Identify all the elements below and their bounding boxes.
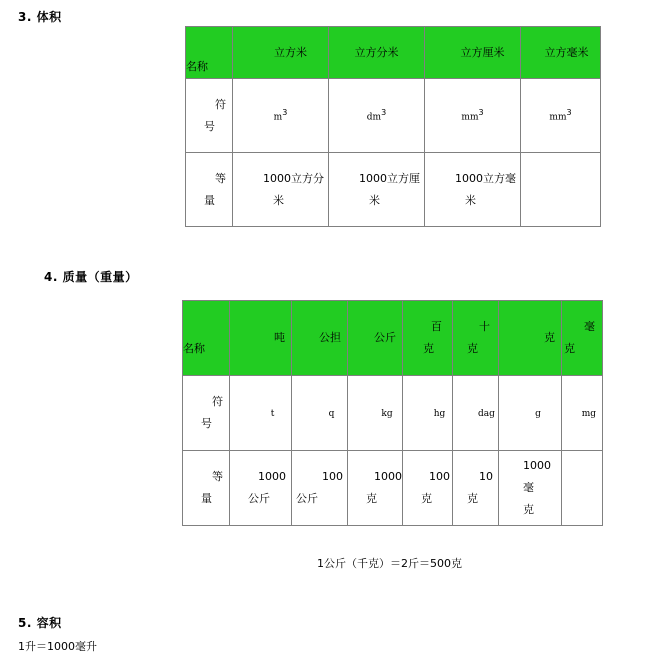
equiv-value: 1000立方分 bbox=[263, 171, 324, 185]
symbol-cell bbox=[348, 376, 403, 451]
unit-name-cell bbox=[292, 301, 348, 376]
mass-table bbox=[182, 300, 603, 526]
equiv-value: 公斤 bbox=[248, 492, 270, 505]
equiv-label-cell bbox=[186, 153, 233, 227]
unit-name-cell bbox=[425, 27, 521, 79]
unit-name-cell bbox=[329, 27, 425, 79]
equiv-cell bbox=[425, 153, 521, 227]
equiv-cell bbox=[403, 451, 453, 526]
unit-symbol: mm bbox=[549, 112, 567, 123]
unit-name: 公斤 bbox=[374, 331, 396, 344]
equiv-cell bbox=[562, 451, 603, 526]
equiv-cell bbox=[521, 153, 601, 227]
unit-name: 立方厘米 bbox=[460, 45, 505, 59]
equiv-value: 克 bbox=[467, 492, 478, 505]
symbol-cell bbox=[292, 376, 348, 451]
equiv-value: 克 bbox=[421, 492, 432, 505]
symbol-label-cell bbox=[186, 79, 233, 153]
symbol-cell bbox=[499, 376, 562, 451]
unit-symbol: q bbox=[328, 408, 335, 419]
volume-table bbox=[185, 26, 601, 227]
unit-name: 克 bbox=[544, 331, 555, 344]
unit-name-cell bbox=[562, 301, 603, 376]
equiv-label: 量 bbox=[204, 193, 215, 207]
symbol-cell bbox=[230, 376, 292, 451]
equiv-value: 1000 bbox=[258, 470, 286, 483]
unit-symbol: dm bbox=[366, 112, 382, 123]
unit-symbol: mg bbox=[581, 408, 596, 419]
unit-name-cell bbox=[499, 301, 562, 376]
symbol-label: 号 bbox=[201, 417, 212, 430]
unit-name: 立方分米 bbox=[354, 45, 399, 59]
unit-name: 毫 bbox=[584, 320, 595, 333]
unit-symbol: mm bbox=[461, 112, 479, 123]
equiv-value: 1000立方毫 bbox=[455, 171, 516, 185]
unit-name-cell bbox=[521, 27, 601, 79]
symbol-cell bbox=[453, 376, 499, 451]
unit-symbol: g bbox=[535, 408, 541, 419]
corner-label: 名称 bbox=[186, 60, 208, 73]
symbol-cell bbox=[425, 79, 521, 153]
unit-name: 百 bbox=[431, 320, 442, 333]
symbol-label: 号 bbox=[204, 119, 215, 133]
unit-name: 克 bbox=[564, 342, 575, 355]
unit-name-cell bbox=[233, 27, 329, 79]
symbol-cell bbox=[403, 376, 453, 451]
capacity-line: 1升＝1000毫升 bbox=[18, 640, 97, 653]
symbol-label: 符 bbox=[212, 395, 223, 408]
unit-name: 立方米 bbox=[274, 45, 307, 59]
equiv-value: 100 bbox=[429, 470, 450, 483]
equiv-label: 等 bbox=[215, 171, 226, 185]
equiv-label-cell bbox=[183, 451, 230, 526]
unit-name-cell bbox=[348, 301, 403, 376]
equiv-value: 米 bbox=[369, 193, 380, 207]
unit-name: 克 bbox=[467, 342, 478, 355]
unit-power: 3 bbox=[381, 108, 387, 118]
unit-symbol: hg bbox=[433, 408, 446, 419]
equiv-value: 1000 bbox=[374, 470, 402, 483]
unit-name-cell bbox=[403, 301, 453, 376]
unit-name-cell bbox=[453, 301, 499, 376]
equiv-cell bbox=[329, 153, 425, 227]
equiv-cell bbox=[453, 451, 499, 526]
equiv-cell bbox=[292, 451, 348, 526]
equiv-cell bbox=[499, 451, 562, 526]
symbol-label-cell bbox=[183, 376, 230, 451]
unit-symbol: kg bbox=[381, 408, 393, 419]
unit-name: 立方毫米 bbox=[544, 45, 589, 59]
equiv-cell bbox=[233, 153, 329, 227]
unit-name-cell bbox=[230, 301, 292, 376]
capacity-heading: 5. 容积 bbox=[18, 616, 62, 630]
equiv-value: 米 bbox=[465, 193, 476, 207]
unit-symbol: m bbox=[273, 112, 283, 123]
unit-name: 吨 bbox=[274, 331, 285, 344]
equiv-value: 1000立方厘 bbox=[359, 171, 420, 185]
unit-name: 公担 bbox=[319, 331, 341, 344]
unit-symbol: dag bbox=[478, 408, 495, 419]
unit-symbol: t bbox=[270, 408, 275, 419]
unit-power: 3 bbox=[566, 108, 572, 118]
unit-power: 3 bbox=[282, 108, 288, 118]
symbol-cell bbox=[329, 79, 425, 153]
unit-name: 十 bbox=[479, 320, 490, 333]
corner-label: 名称 bbox=[183, 342, 205, 355]
mass-heading: 4. 质量（重量） bbox=[44, 270, 138, 284]
equiv-value: 1000毫 bbox=[523, 459, 551, 494]
equiv-value: 米 bbox=[273, 193, 284, 207]
equiv-label: 量 bbox=[201, 492, 212, 505]
table-corner-cell bbox=[186, 27, 233, 79]
equiv-value: 10 bbox=[479, 470, 493, 483]
symbol-cell bbox=[521, 79, 601, 153]
table-corner-cell bbox=[183, 301, 230, 376]
symbol-label: 符 bbox=[215, 97, 226, 111]
mass-note: 1公斤（千克）＝2斤＝500克 bbox=[317, 557, 462, 570]
symbol-cell bbox=[562, 376, 603, 451]
symbol-cell bbox=[233, 79, 329, 153]
equiv-label: 等 bbox=[212, 470, 223, 483]
unit-power: 3 bbox=[478, 108, 484, 118]
volume-heading: 3. 体积 bbox=[18, 10, 62, 24]
equiv-value: 克 bbox=[366, 492, 377, 505]
equiv-cell bbox=[230, 451, 292, 526]
equiv-cell bbox=[348, 451, 403, 526]
equiv-value: 100 bbox=[322, 470, 343, 483]
unit-name: 克 bbox=[423, 342, 434, 355]
equiv-value: 克 bbox=[523, 503, 534, 516]
equiv-value: 公斤 bbox=[296, 492, 318, 505]
